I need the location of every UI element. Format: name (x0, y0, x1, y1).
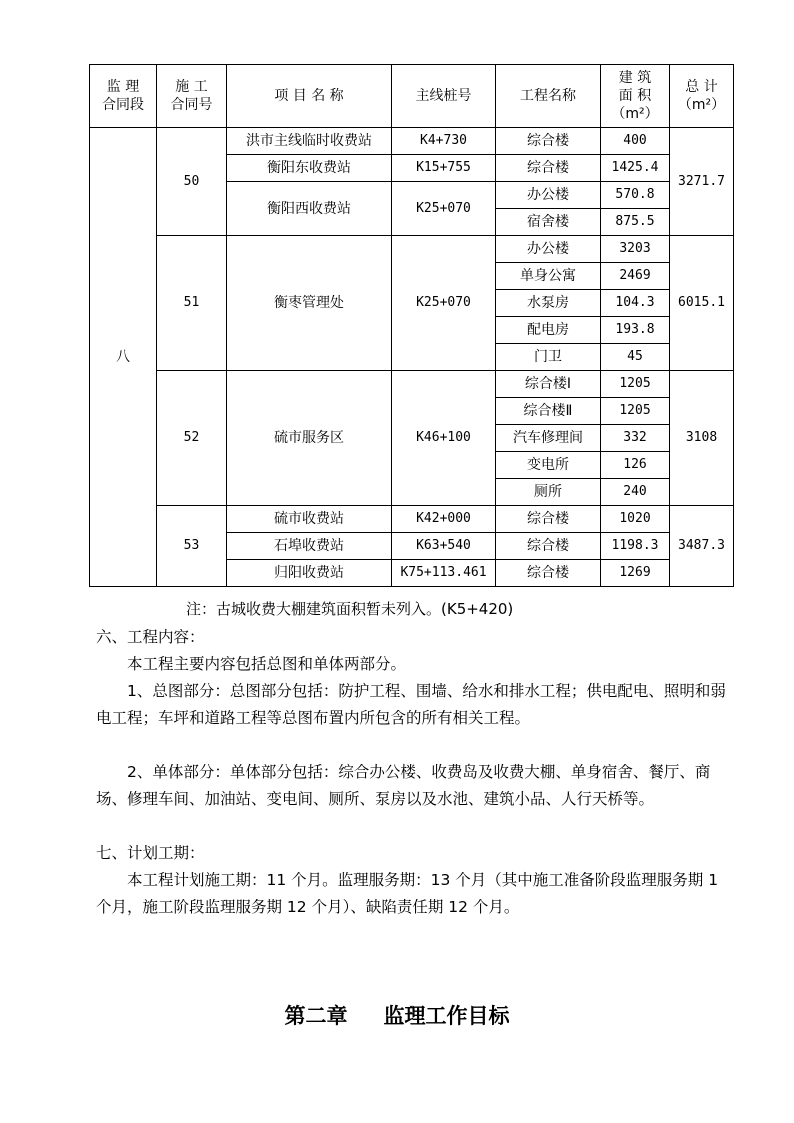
project-name-cell: 衡阳东收费站 (227, 155, 392, 182)
contract-cell: 52 (157, 371, 227, 506)
building-cell: 汽车修理间 (496, 425, 601, 452)
total-cell: 6015.1 (670, 236, 734, 371)
area-cell: 104.3 (601, 290, 670, 317)
chapter-heading (0, 1000, 794, 1030)
table-header-row (90, 65, 734, 128)
project-name-cell: 归阳收费站 (227, 560, 392, 587)
station-cell: K75+113.461 (392, 560, 496, 587)
table-row (90, 506, 734, 533)
chapter-number: 第二章 (284, 1003, 348, 1028)
station-cell: K4+730 (392, 128, 496, 155)
building-cell: 配电房 (496, 317, 601, 344)
building-cell: 单身公寓 (496, 263, 601, 290)
building-cell: 厕所 (496, 479, 601, 506)
section-cell: 八 (90, 128, 157, 587)
table-row (90, 128, 734, 155)
table-row (90, 236, 734, 263)
station-cell: K15+755 (392, 155, 496, 182)
area-cell: 45 (601, 344, 670, 371)
station-cell: K63+540 (392, 533, 496, 560)
section-7-body: 本工程计划施工期：11 个月。监理服务期：13 个月（其中施工准备阶段监理服务期 1 个月，施工阶段监理服务期 12 个月）、缺陷责任期 12 个月。 (96, 871, 719, 916)
area-cell: 1425.4 (601, 155, 670, 182)
header-station: 主线桩号 (392, 65, 496, 128)
project-name-cell: 石埠收费站 (227, 533, 392, 560)
area-cell: 193.8 (601, 317, 670, 344)
area-cell: 3203 (601, 236, 670, 263)
project-table (89, 64, 734, 587)
area-cell: 400 (601, 128, 670, 155)
building-cell: 综合楼 (496, 533, 601, 560)
area-cell: 1020 (601, 506, 670, 533)
area-cell: 1205 (601, 398, 670, 425)
section-7-heading: 七、计划工期： (96, 844, 205, 862)
area-cell: 2469 (601, 263, 670, 290)
area-cell: 570.8 (601, 182, 670, 209)
area-cell: 1269 (601, 560, 670, 587)
section-6-item-1: 1、总图部分：总图部分包括：防护工程、围墙、给水和排水工程；供电配电、照明和弱电工程；车坪和道路工程等总图布置内所包含的所有相关工程。 (96, 682, 726, 727)
station-cell: K46+100 (392, 371, 496, 506)
header-area: 建 筑 面 积 （m²） (601, 65, 670, 128)
header-total: 总 计 （m²） (670, 65, 734, 128)
section-6-heading: 六、工程内容： (96, 628, 205, 646)
table-note: 注：古城收费大棚建筑面积暂未列入。(K5+420) (186, 600, 514, 618)
section-6-item-2: 2、单体部分：单体部分包括：综合办公楼、收费岛及收费大棚、单身宿舍、餐厅、商场、修理车间、加油站、变电间、厕所、泵房以及水池、建筑小品、人行天桥等。 (96, 763, 711, 808)
station-cell: K42+000 (392, 506, 496, 533)
building-cell: 办公楼 (496, 236, 601, 263)
chapter-title: 监理工作目标 (383, 1003, 510, 1028)
building-cell: 门卫 (496, 344, 601, 371)
building-cell: 变电所 (496, 452, 601, 479)
project-name-cell: 硫市服务区 (227, 371, 392, 506)
area-cell: 875.5 (601, 209, 670, 236)
area-cell: 1198.3 (601, 533, 670, 560)
section-6-intro: 本工程主要内容包括总图和单体两部分。 (127, 655, 407, 673)
contract-cell: 50 (157, 128, 227, 236)
station-cell: K25+070 (392, 182, 496, 236)
contract-cell: 53 (157, 506, 227, 587)
header-building: 工程名称 (496, 65, 601, 128)
building-cell: 综合楼 (496, 560, 601, 587)
building-cell: 综合楼Ⅱ (496, 398, 601, 425)
building-cell: 水泵房 (496, 290, 601, 317)
building-cell: 综合楼 (496, 155, 601, 182)
station-cell: K25+070 (392, 236, 496, 371)
building-cell: 办公楼 (496, 182, 601, 209)
total-cell: 3108 (670, 371, 734, 506)
building-cell: 宿舍楼 (496, 209, 601, 236)
building-cell: 综合楼 (496, 128, 601, 155)
header-section: 监 理 合同段 (90, 65, 157, 128)
project-name-cell: 衡枣管理处 (227, 236, 392, 371)
table-row (90, 371, 734, 398)
building-cell: 综合楼Ⅰ (496, 371, 601, 398)
area-cell: 126 (601, 452, 670, 479)
building-cell: 综合楼 (496, 506, 601, 533)
contract-cell: 51 (157, 236, 227, 371)
area-cell: 240 (601, 479, 670, 506)
area-cell: 1205 (601, 371, 670, 398)
total-cell: 3271.7 (670, 128, 734, 236)
total-cell: 3487.3 (670, 506, 734, 587)
header-contract: 施 工 合同号 (157, 65, 227, 128)
header-project: 项 目 名 称 (227, 65, 392, 128)
project-name-cell: 衡阳西收费站 (227, 182, 392, 236)
area-cell: 332 (601, 425, 670, 452)
project-name-cell: 洪市主线临时收费站 (227, 128, 392, 155)
project-name-cell: 硫市收费站 (227, 506, 392, 533)
